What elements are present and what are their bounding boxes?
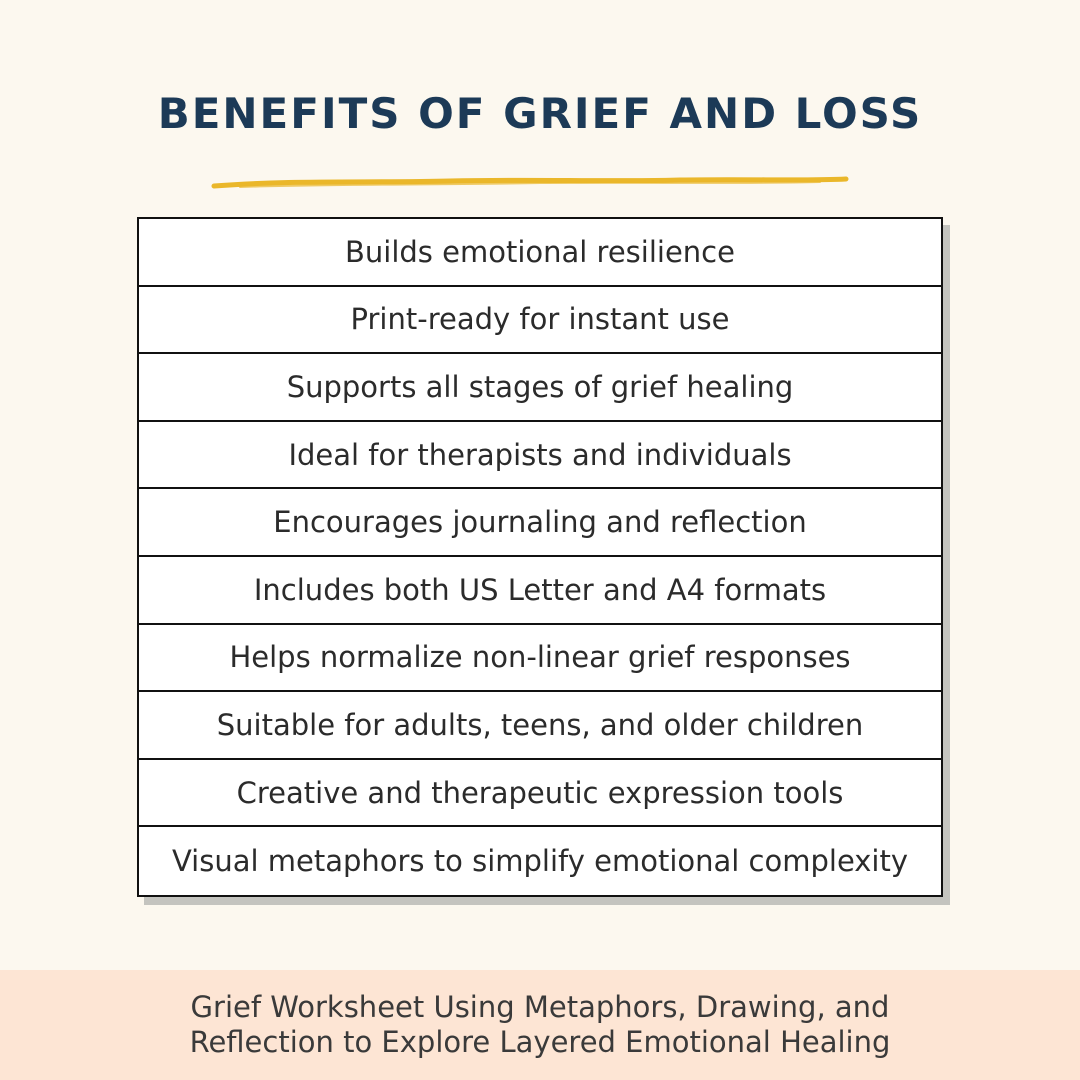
- title-underline-brushstroke: [210, 174, 850, 192]
- benefit-row: Supports all stages of grief healing: [139, 354, 941, 422]
- benefit-row: Ideal for therapists and individuals: [139, 422, 941, 490]
- benefit-row: Suitable for adults, teens, and older children: [139, 692, 941, 760]
- benefit-row: Includes both US Letter and A4 formats: [139, 557, 941, 625]
- benefit-row: Visual metaphors to simplify emotional complexity: [171, 844, 909, 879]
- benefit-row: Helps normalize non-linear grief responses: [139, 625, 941, 693]
- footer-line-2: Reflection to Explore Layered Emotional Healing: [189, 1025, 891, 1059]
- footer-band: [0, 970, 1080, 1080]
- footer-line-1: Grief Worksheet Using Metaphors, Drawing, and: [190, 990, 890, 1024]
- benefit-row: Builds emotional resilience: [139, 219, 941, 287]
- page-title: BENEFITS OF GRIEF AND LOSS: [157, 89, 923, 138]
- benefit-row: Print-ready for instant use: [139, 287, 941, 355]
- benefits-table: [137, 217, 943, 897]
- benefit-row: Creative and therapeutic expression tools: [139, 760, 941, 828]
- benefit-row: Encourages journaling and reflection: [139, 489, 941, 557]
